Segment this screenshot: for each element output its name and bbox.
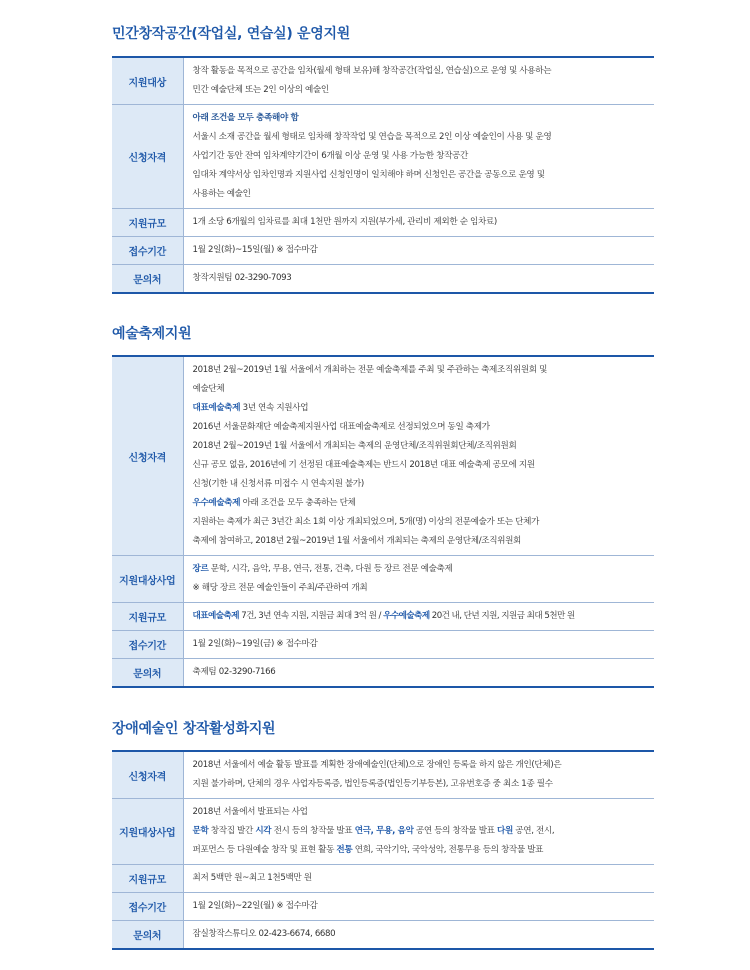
table-row	[112, 265, 654, 294]
info-table	[112, 56, 654, 294]
table-row	[112, 631, 654, 659]
keyword: 전통	[336, 845, 353, 855]
table-row	[112, 57, 654, 105]
text-line: 1월 2일(화)~19일(금) ※ 접수마감	[192, 639, 318, 649]
info-table	[112, 750, 654, 950]
text-line: 사업기간 동안 잔여 임차계약기간이 6개월 이상 운영 및 사용 가능한 창작공간	[192, 151, 468, 161]
row-header: 접수기간	[112, 893, 183, 921]
row-header: 지원규모	[112, 603, 183, 631]
text-span: 전시 등의 창작물 발표	[271, 826, 355, 836]
keyword: 시각	[255, 826, 272, 836]
row-header: 문의처	[112, 659, 183, 688]
row-content	[183, 57, 654, 105]
row-content	[183, 631, 654, 659]
section-title: 민간창작공간(작업실, 연습실) 운영지원	[112, 26, 350, 42]
keyword: 대표예술축제	[192, 611, 240, 621]
keyword: 다원	[497, 826, 513, 836]
table-row	[112, 603, 654, 631]
keyword: 장르	[192, 564, 209, 574]
text-line: 민간 예술단체 또는 2인 이상의 예술인	[192, 85, 329, 95]
row-header: 지원대상사업	[112, 556, 183, 603]
emphasis-text: 아래 조건을 모두 충족해야 함	[192, 113, 299, 123]
row-header: 접수기간	[112, 631, 183, 659]
table-row	[112, 209, 654, 237]
text-line	[193, 607, 655, 626]
text-line: 1월 2일(화)~22일(월) ※ 접수마감	[192, 901, 318, 911]
section-disabled-artists	[112, 717, 654, 950]
text-span: 창작집 발간	[208, 826, 256, 836]
row-header: 문의처	[112, 921, 183, 950]
text-line: 1개 소당 6개월의 임차료를 최대 1천만 원까지 지원(부가세, 관리비 제외한 순 임차료)	[192, 217, 497, 227]
row-header: 신청자격	[112, 105, 183, 209]
row-content	[183, 893, 654, 921]
row-content	[183, 209, 654, 237]
text-line: 2016년 서울문화재단 예술축제지원사업 대표예술축제로 선정되었으며 동일 축제가	[192, 422, 490, 432]
row-content	[183, 556, 654, 603]
row-header: 신청자격	[112, 751, 183, 799]
text-line: 창작지원팀 02-3290-7093	[192, 273, 292, 283]
text-line: 임대차 계약서상 임차인명과 지원사업 신청인명이 일치해야 하며 신청인은 공간을 공동으로 운영 및	[192, 170, 545, 180]
row-header: 문의처	[112, 265, 183, 294]
table-row	[112, 356, 654, 556]
section-title: 장애예술인 창작활성화지원	[112, 721, 276, 737]
row-content	[183, 603, 654, 631]
row-header: 신청자격	[112, 356, 183, 556]
row-header: 지원대상사업	[112, 799, 183, 865]
text-span: 아래 조건을 모두 충족하는 단체	[240, 498, 356, 508]
text-span: 공연, 전시,	[512, 826, 555, 836]
row-header: 지원규모	[112, 209, 183, 237]
table-row	[112, 105, 654, 209]
text-line	[193, 399, 655, 418]
text-line: 2018년 서울에서 발표되는 사업	[192, 807, 308, 817]
text-line: 1월 2일(화)~15일(월) ※ 접수마감	[192, 245, 318, 255]
section-art-festival	[112, 322, 654, 688]
text-line: 예술단체	[192, 384, 225, 394]
text-line: 지원 불가하며, 단체의 경우 사업자등록증, 법인등록증(법인등기부등본), 고유번호증 중 최소 1종 필수	[192, 779, 553, 789]
info-table	[112, 355, 654, 688]
keyword: 대표예술축제	[192, 403, 241, 413]
text-span: 20건 내, 단년 지원, 지원금 최대 5천만 원	[429, 611, 575, 621]
table-row	[112, 799, 654, 865]
row-content	[183, 105, 654, 209]
text-line: 잠실창작스튜디오 02-423-6674, 6680	[192, 929, 336, 939]
row-content	[183, 356, 654, 556]
text-line: 축제에 참여하고, 2018년 2월~2019년 1월 서울에서 개최되는 축제의 운영단체/조직위원회	[192, 536, 522, 546]
text-span: 3년 연속 지원사업	[240, 403, 309, 413]
text-line: 최저 5백만 원~최고 1천5백만 원	[192, 873, 312, 883]
text-span: 연희, 국악기악, 국악성악, 전통무용 등의 창작물 발표	[352, 845, 544, 855]
keyword: 우수예술축제	[192, 498, 241, 508]
text-line: 신규 공모 없음, 2016년에 기 선정된 대표예술축제는 반드시 2018년 대표 예술축제 공모에 지원	[192, 460, 535, 470]
table-row	[112, 751, 654, 799]
text-span: 공연 등의 창작물 발표	[413, 826, 498, 836]
keyword: 연극, 무용, 음악	[354, 826, 414, 836]
row-content	[183, 799, 654, 865]
text-line: 2018년 2월~2019년 1월 서울에서 개최하는 전문 예술축제를 주최 및 주관하는 축제조직위원회 및	[192, 365, 548, 375]
text-line	[193, 494, 655, 513]
table-row	[112, 237, 654, 265]
row-header: 접수기간	[112, 237, 183, 265]
text-line	[193, 841, 655, 860]
text-span: 7건, 3년 연속 지원, 지원금 최대 3억 원 /	[239, 611, 384, 621]
row-content	[183, 921, 654, 950]
row-header: 지원대상	[112, 57, 183, 105]
text-line: 신청(기한 내 신청서류 미접수 시 연속지원 불가)	[192, 479, 364, 489]
text-span: 퍼포먼스 등 다원예술 창작 및 표현 활동	[192, 845, 337, 855]
row-content	[183, 237, 654, 265]
row-content	[183, 865, 654, 893]
text-line: 서울시 소재 공간을 월세 형태로 임차해 창작작업 및 연습을 목적으로 2인 이상 예술인이 사용 및 운영	[192, 132, 552, 142]
text-line: 사용하는 예술인	[192, 189, 251, 199]
text-line	[193, 560, 655, 579]
text-line: 2018년 2월~2019년 1월 서울에서 개최되는 축제의 운영단체/조직위원회단체/조직위원회	[192, 441, 517, 451]
text-line: 지원하는 축제가 최근 3년간 최소 1회 이상 개최되었으며, 5개(명) 이상의 전문예술가 또는 단체가	[192, 517, 540, 527]
table-row	[112, 659, 654, 688]
keyword: 우수예술축제	[383, 611, 430, 621]
text-line: 2018년 서울에서 예술 활동 발표를 계획한 장애예술인(단체)으로 장애인 등록을 하지 않은 개인(단체)은	[192, 760, 562, 770]
text-line: ※ 해당 장르 전문 예술인들이 주최/주관하여 개최	[192, 583, 368, 593]
row-content	[183, 265, 654, 294]
keyword: 문학	[192, 826, 209, 836]
row-header: 지원규모	[112, 865, 183, 893]
section-private-studio	[112, 22, 654, 294]
table-row	[112, 556, 654, 603]
table-row	[112, 865, 654, 893]
text-line: 축제팀 02-3290-7166	[192, 667, 276, 677]
table-row	[112, 893, 654, 921]
table-row	[112, 921, 654, 950]
row-content	[183, 659, 654, 688]
section-title: 예술축제지원	[112, 326, 192, 342]
text-line	[193, 822, 655, 841]
row-content	[183, 751, 654, 799]
text-line: 창작 활동을 목적으로 공간을 임차(월세 형태 보유)해 창작공간(작업실, 연습실)으로 운영 및 사용하는	[192, 66, 552, 76]
text-span: 문학, 시각, 음악, 무용, 연극, 전통, 건축, 다원 등 장르 전문 예술축제	[208, 564, 453, 574]
